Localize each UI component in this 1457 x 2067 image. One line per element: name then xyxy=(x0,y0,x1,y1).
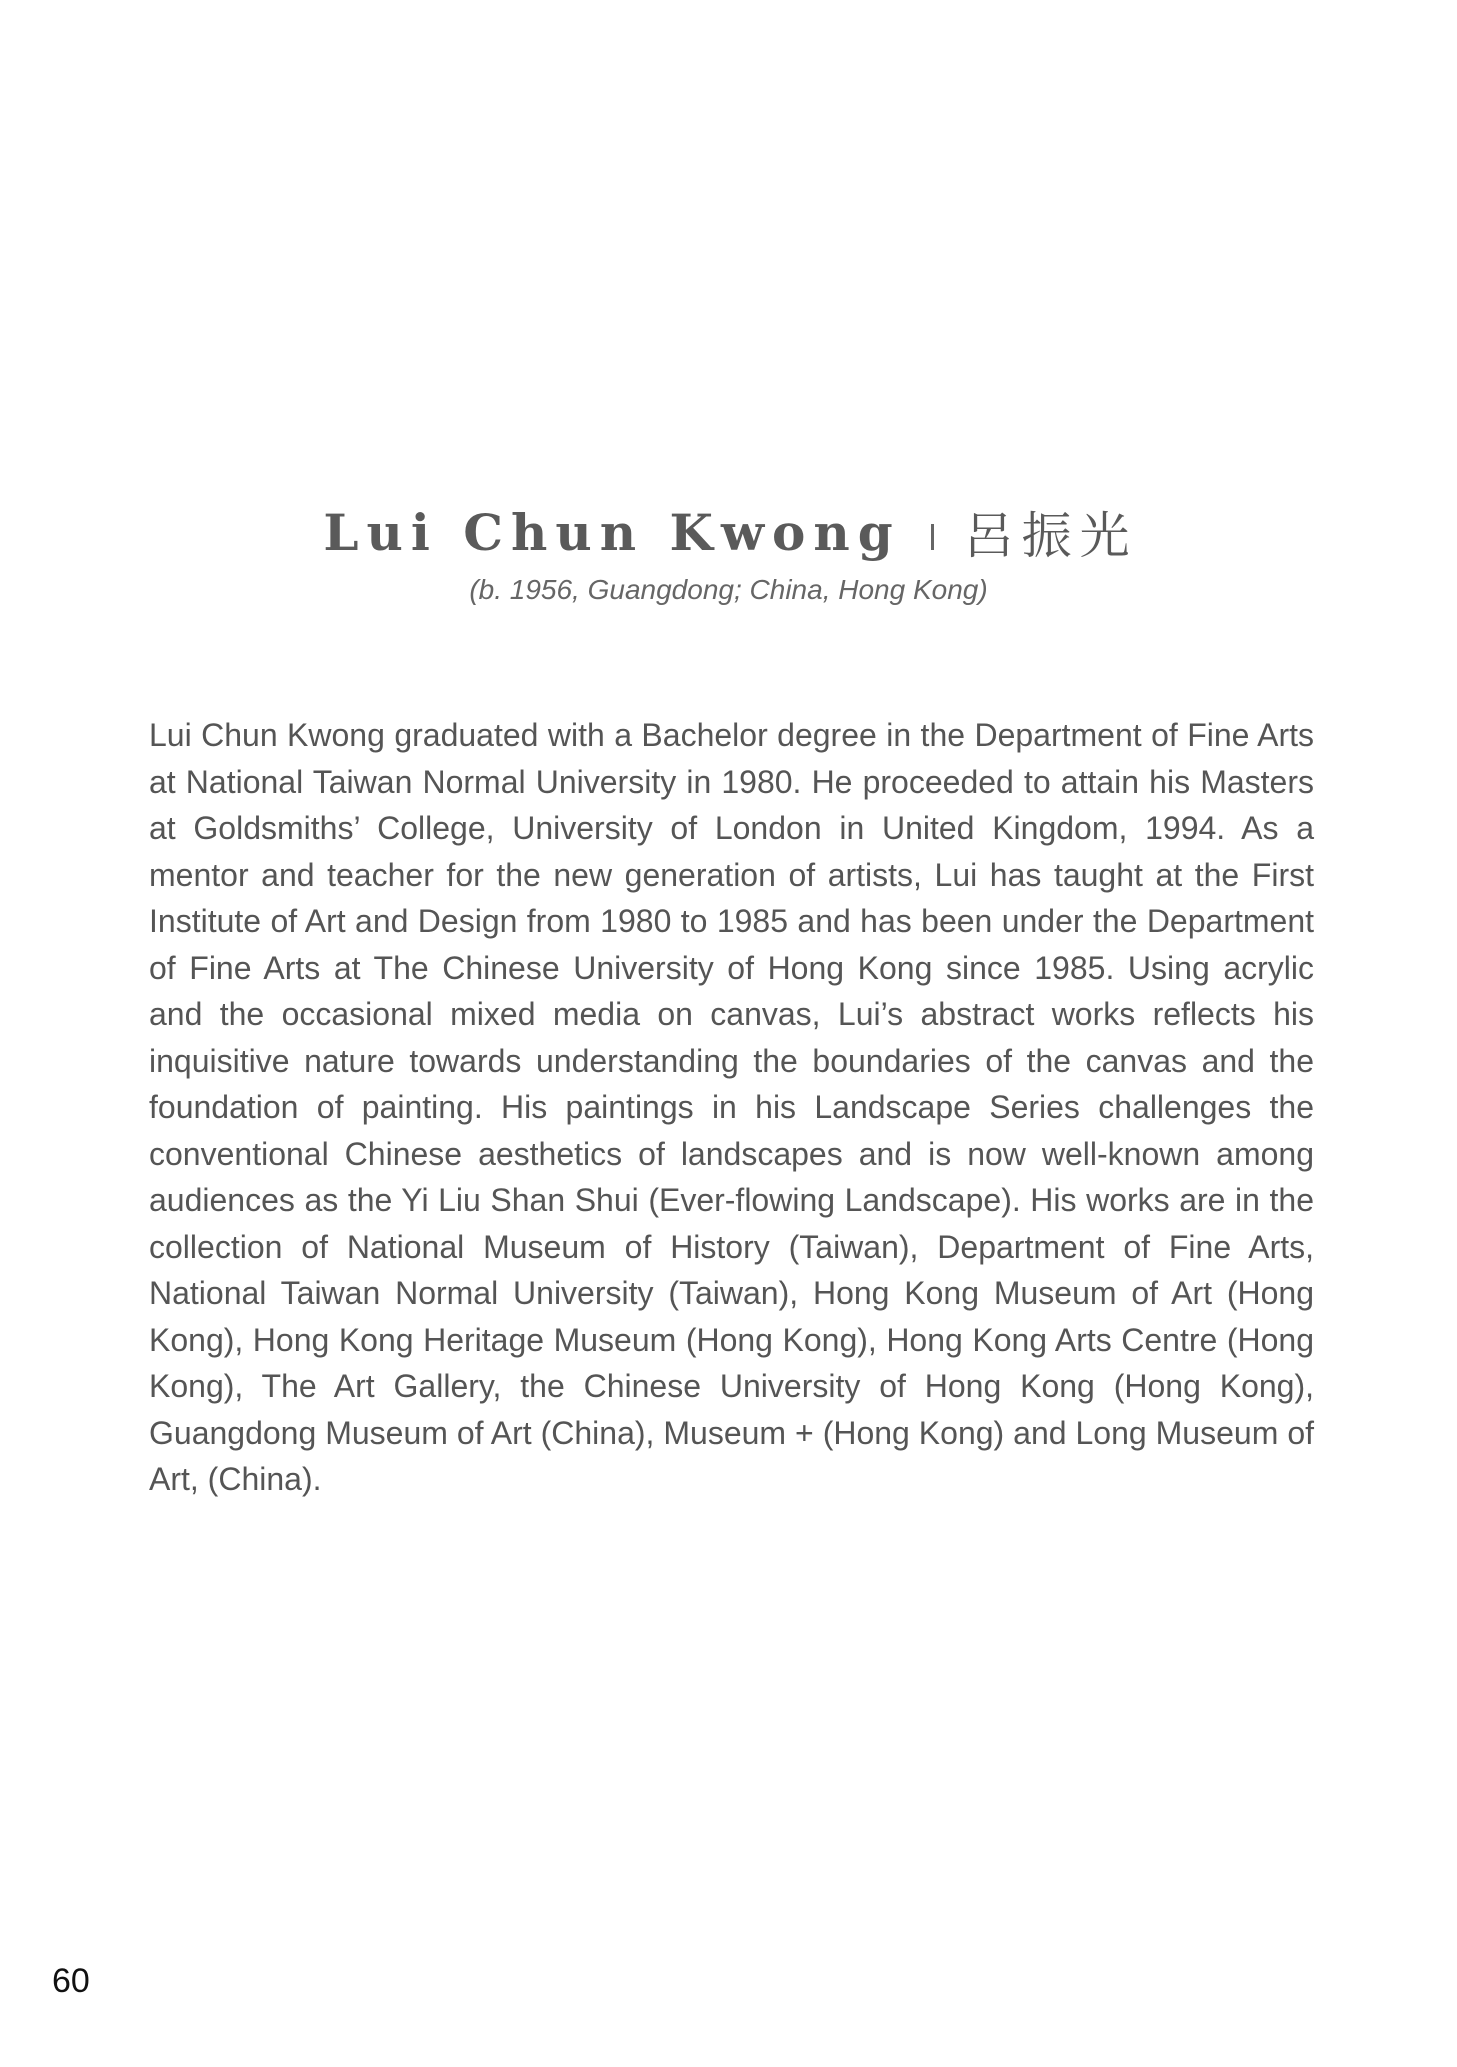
artist-name-chinese: 呂振光 xyxy=(963,507,1138,565)
artist-name-english: Lui Chun Kwong xyxy=(323,502,901,562)
title-divider xyxy=(931,524,934,550)
title-line xyxy=(0,498,1457,566)
artist-biography: Lui Chun Kwong graduated with a Bachelor degree in the Department of Fine Arts at National Taiwan Normal University in 1980. He proceeded to attain his Masters at Goldsmiths’ College, University of London in United Kingdom, 1994. As a mentor and teacher for the new generation of artists, Lui has taught at the First Institute of Art and Design from 1980 to 1985 and has been under the Department of Fine Arts at The Chinese University of Hong Kong since 1985. Using acrylic and the occasional mixed media on canvas, Lui’s abstract works reflects his inquisitive nature towards understanding the boundaries of the canvas and the foundation of painting. His paintings in his Landscape Series challenges the conventional Chinese aesthetics of landscapes and is now well-known among audiences as the Yi Liu Shan Shui (Ever-flowing Landscape). His works are in the collection of National Museum of History (Taiwan), Department of Fine Arts, National Taiwan Normal University (Taiwan), Hong Kong Museum of Art (Hong Kong), Hong Kong Heritage Museum (Hong Kong), Hong Kong Arts Centre (Hong Kong), The Art Gallery, the Chinese University of Hong Kong (Hong Kong), Guangdong Museum of Art (China), Museum + (Hong Kong) and Long Museum of Art, (China). xyxy=(149,717,1314,1497)
artist-birth-info: (b. 1956, Guangdong; China, Hong Kong) xyxy=(469,574,988,605)
page-number: 60 xyxy=(52,1962,90,2000)
artist-header xyxy=(0,498,1457,606)
